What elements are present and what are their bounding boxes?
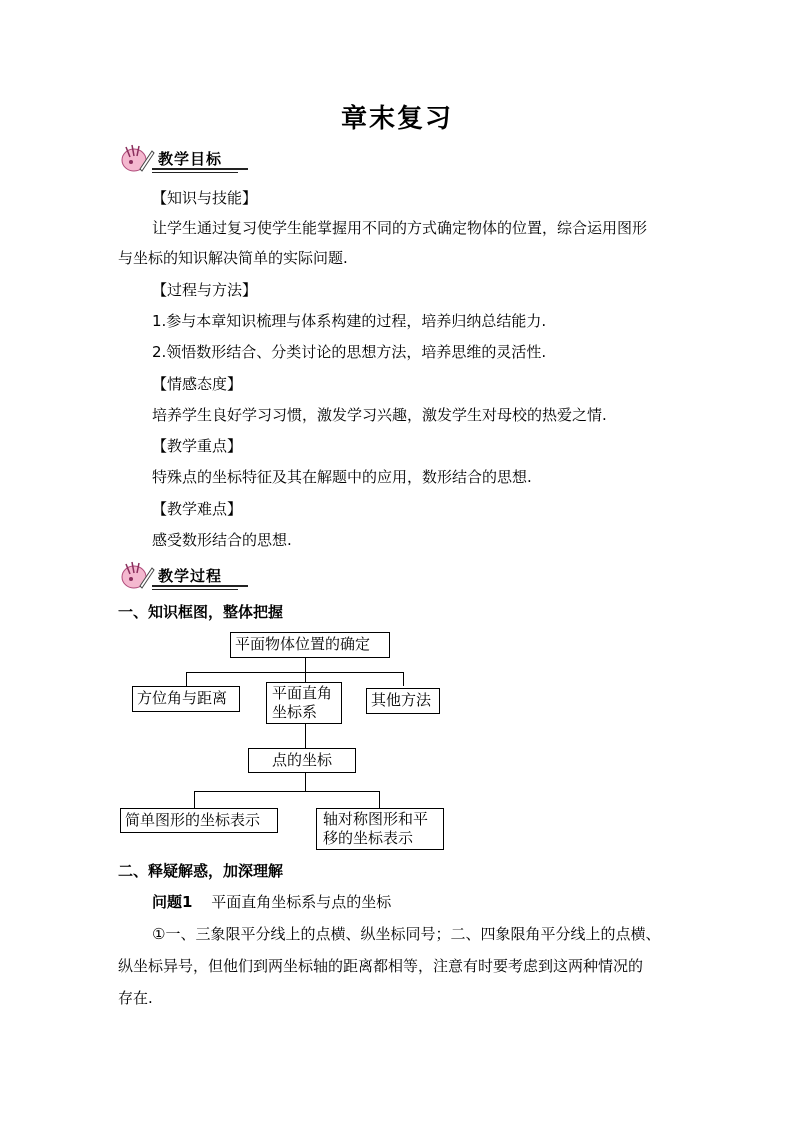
connector	[194, 791, 380, 792]
paragraph-line: 纵坐标异号，但他们到两坐标轴的距离都相等，注意有时要考虑到这两种情况的	[118, 957, 644, 975]
paragraph-line: 1.参与本章知识梳理与体系构建的过程，培养归纳总结能力.	[152, 312, 547, 330]
page-title: 章末复习	[340, 104, 453, 134]
node-cartesian-line: 平面直角	[272, 684, 333, 702]
divider	[152, 589, 238, 590]
pencil-badge-icon	[118, 143, 156, 173]
connector	[186, 672, 187, 686]
connector	[379, 791, 380, 808]
connector	[403, 672, 404, 686]
paragraph-line: 存在.	[118, 989, 153, 1007]
question-1	[152, 892, 391, 912]
node-cartesian	[266, 682, 342, 724]
divider	[152, 172, 238, 173]
node-other-methods: 其他方法	[366, 688, 440, 714]
section-label: 教学目标	[158, 150, 223, 168]
node-root: 平面物体位置的确定	[230, 632, 390, 658]
node-simple-shapes: 简单图形的坐标表示	[120, 808, 278, 833]
part2-heading: 二、释疑解惑，加深理解	[118, 862, 284, 880]
paragraph-line: 让学生通过复习使学生能掌握用不同的方式确定物体的位置，综合运用图形	[152, 219, 648, 237]
node-cartesian-line: 坐标系	[272, 703, 318, 721]
paragraph-line: 特殊点的坐标特征及其在解题中的应用，数形结合的思想.	[152, 468, 532, 486]
divider	[152, 585, 248, 587]
question-title: 平面直角坐标系与点的坐标	[211, 893, 392, 911]
paragraph-line: 感受数形结合的思想.	[152, 531, 292, 549]
heading-difficulty: 【教学难点】	[152, 500, 243, 518]
node-symmetry-line: 轴对称图形和平	[323, 810, 429, 828]
connector	[194, 791, 195, 808]
divider	[152, 168, 248, 170]
paragraph-line: 与坐标的知识解决简单的实际问题.	[118, 249, 348, 267]
heading-process-method: 【过程与方法】	[152, 281, 258, 299]
paragraph-line: 2.领悟数形结合、分类讨论的思想方法，培养思维的灵活性.	[152, 343, 547, 361]
connector	[305, 724, 306, 748]
heading-focus: 【教学重点】	[152, 437, 243, 455]
node-symmetry-line: 移的坐标表示	[323, 829, 414, 847]
node-bearing-distance: 方位角与距离	[132, 686, 240, 712]
question-label: 问题1	[152, 893, 193, 911]
section-label: 教学过程	[158, 567, 223, 585]
connector	[186, 672, 404, 673]
part1-heading: 一、知识框图，整体把握	[118, 603, 284, 621]
node-point-coordinates: 点的坐标	[248, 748, 356, 773]
pencil-badge-icon	[118, 560, 156, 590]
connector	[305, 672, 306, 682]
node-symmetry-translation	[316, 808, 444, 850]
heading-attitude: 【情感态度】	[152, 375, 243, 393]
connector	[305, 658, 306, 672]
section-header-objectives	[118, 143, 248, 175]
paragraph-line: ①一、三象限平分线上的点横、纵坐标同号；二、四象限角平分线上的点横、	[152, 925, 661, 943]
heading-knowledge: 【知识与技能】	[152, 189, 258, 207]
section-header-process	[118, 560, 248, 592]
connector	[305, 773, 306, 791]
paragraph-line: 培养学生良好学习习惯，激发学习兴趣，激发学生对母校的热爱之情.	[152, 406, 607, 424]
